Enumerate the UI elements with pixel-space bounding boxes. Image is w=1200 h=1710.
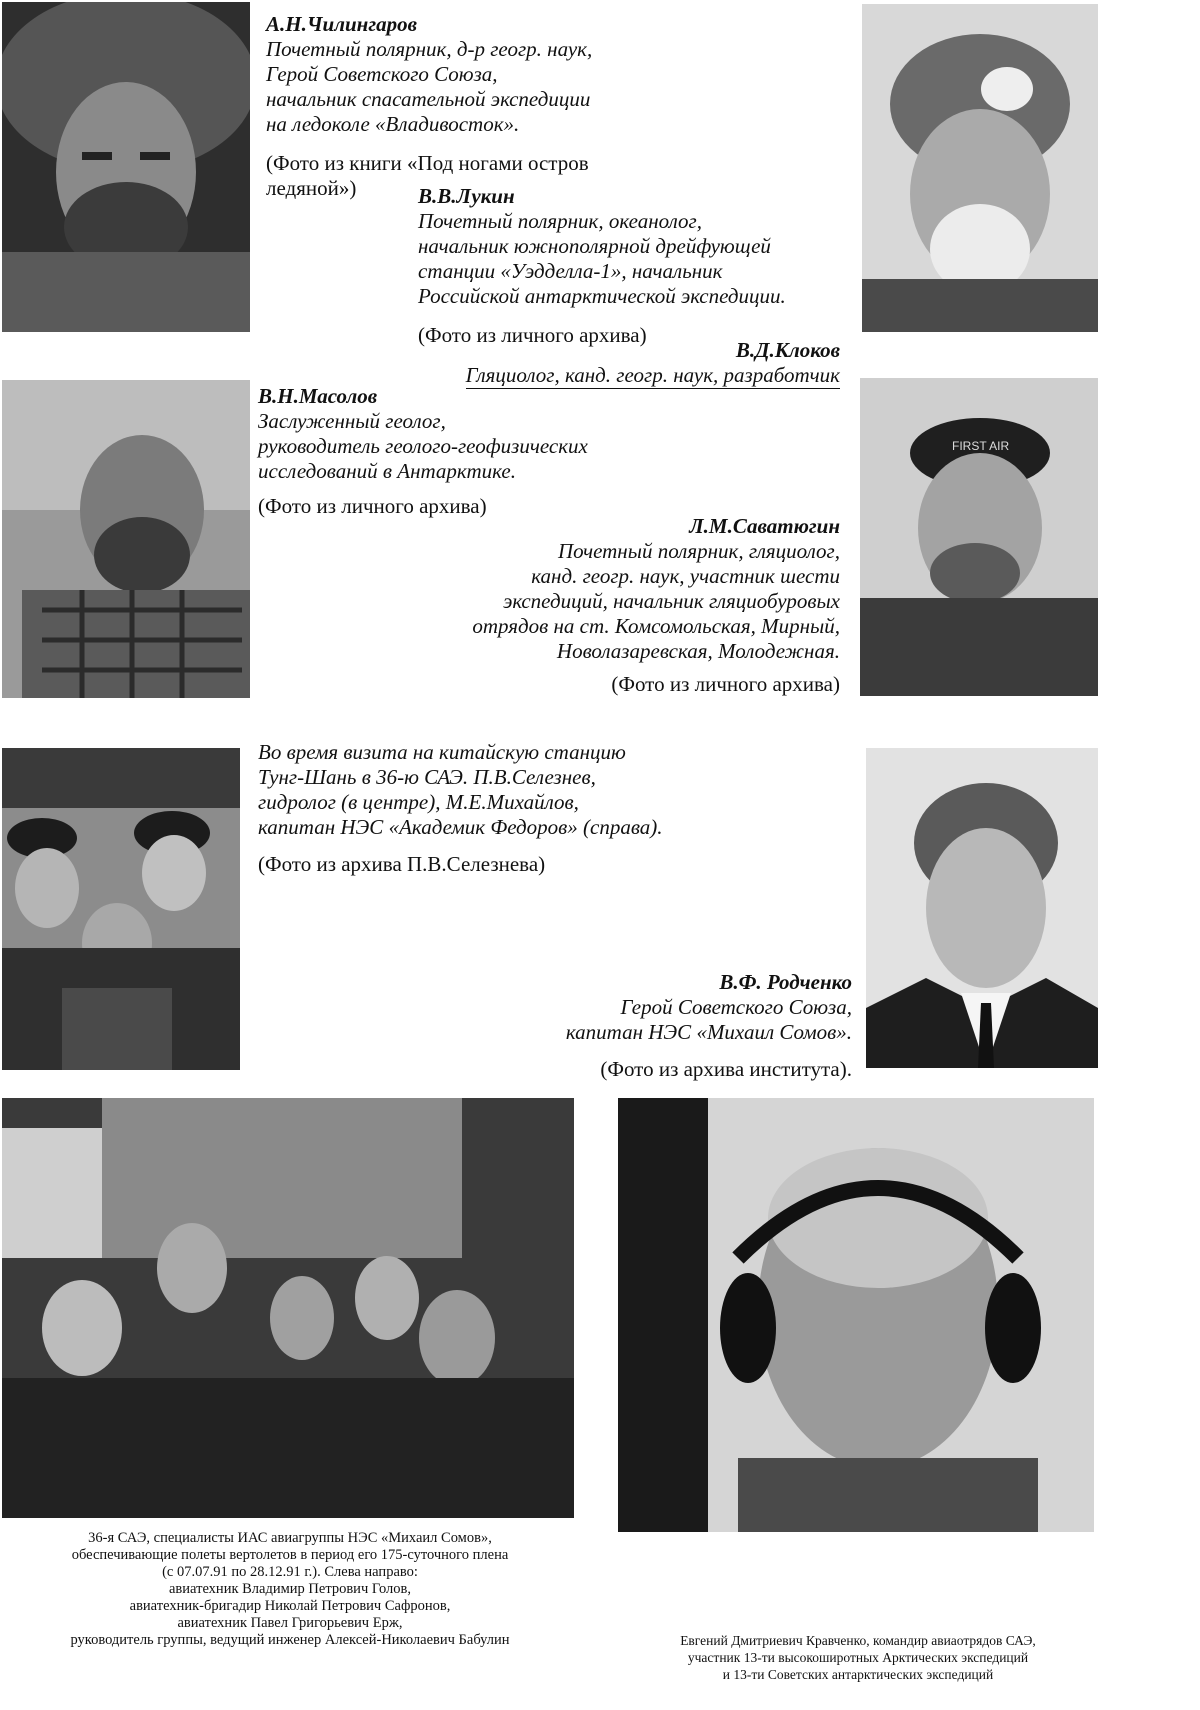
- person-name: В.Ф. Родченко: [719, 970, 852, 994]
- photo-source: (Фото из личного архива): [258, 494, 487, 518]
- photo-source: (Фото из архива П.В.Селезнева): [258, 852, 546, 876]
- photo-masolov: [2, 380, 250, 698]
- photo-source: (Фото из личного архива): [418, 323, 647, 347]
- person-name: А.Н.Чилингаров: [266, 12, 417, 36]
- caption-visit: [258, 740, 698, 877]
- photo-savatyugin: [860, 378, 1098, 696]
- caption-aviation-group: 36-я САЭ, специалисты ИАС авиагруппы НЭС «Михаил Сомов», обеспечивающие полеты вертолетов в период его 175-суточного плена (с 07.07.91 по 28.12.91 г.). Слева направо: авиатехник Владимир Петрович Голов, авиатехник-бригадир Николай Петрович Сафронов, авиатехник Павел Григорьевич Ерж, руководитель группы, ведущий инженер Алексей-Николаевич Бабулин: [70, 1530, 510, 1648]
- person-name: В.В.Лукин: [418, 184, 515, 208]
- photo-lukin: [862, 4, 1098, 332]
- photo-chilingarov: [2, 2, 250, 332]
- photo-rodchenko: [866, 748, 1098, 1068]
- cap-logo-text: FIRST AIR: [952, 439, 1010, 453]
- caption-savatyugin: [440, 514, 840, 697]
- person-description: Гляциолог, канд. геогр. наук, разработчик: [465, 363, 840, 387]
- person-description: Почетный полярник, океанолог, начальник южнополярной дрейфующей станции «Уэдделла-1», начальник Российской антарктической экспедиции.: [418, 209, 786, 308]
- caption-lukin: [418, 184, 858, 348]
- caption-kravchenko: Евгений Дмитриевич Кравченко, командир авиаотрядов САЭ, участник 13-ти высокоширотных Арктических экспедиций и 13-ти Советских антарктических экспедиций: [680, 1633, 1036, 1682]
- photo-source: (Фото из архива института).: [600, 1057, 852, 1081]
- photo-source: (Фото из личного архива): [611, 672, 840, 696]
- person-description: Почетный полярник, гляциолог, канд. геогр. наук, участник шести экспедиций, начальник гляциобуровых отрядов на ст. Комсомольская, Мирный, Новолазаревская, Молодежная.: [472, 539, 840, 663]
- photo-kravchenko: [618, 1098, 1094, 1532]
- caption-chilingarov: [266, 12, 686, 201]
- photo-aviation-group: [2, 1098, 574, 1518]
- person-description: Почетный полярник, д-р геогр. наук, Герой Советского Союза, начальник спасательной экспедиции на ледоколе «Владивосток».: [266, 37, 593, 136]
- photo-source: (Фото из книги «Под ногами остров ледяной»): [266, 151, 589, 200]
- caption-klokov: [420, 338, 840, 389]
- person-name: Л.М.Саватюгин: [689, 514, 840, 538]
- caption-masolov: [258, 384, 678, 519]
- person-description: Герой Советского Союза, капитан НЭС «Михаил Сомов».: [565, 995, 852, 1044]
- person-name: В.Н.Масолов: [258, 384, 378, 408]
- person-description: Заслуженный геолог, руководитель геолого-геофизических исследований в Антарктике.: [258, 409, 588, 483]
- caption-rodchenko: [500, 970, 852, 1082]
- visit-description: Во время визита на китайскую станцию Тунг-Шань в 36-ю САЭ. П.В.Селезнев, гидролог (в центре), М.Е.Михайлов, капитан НЭС «Академик Федоров» (справа).: [258, 740, 663, 839]
- photo-visit-tung-shan: [2, 748, 240, 1070]
- person-name: В.Д.Клоков: [735, 338, 840, 362]
